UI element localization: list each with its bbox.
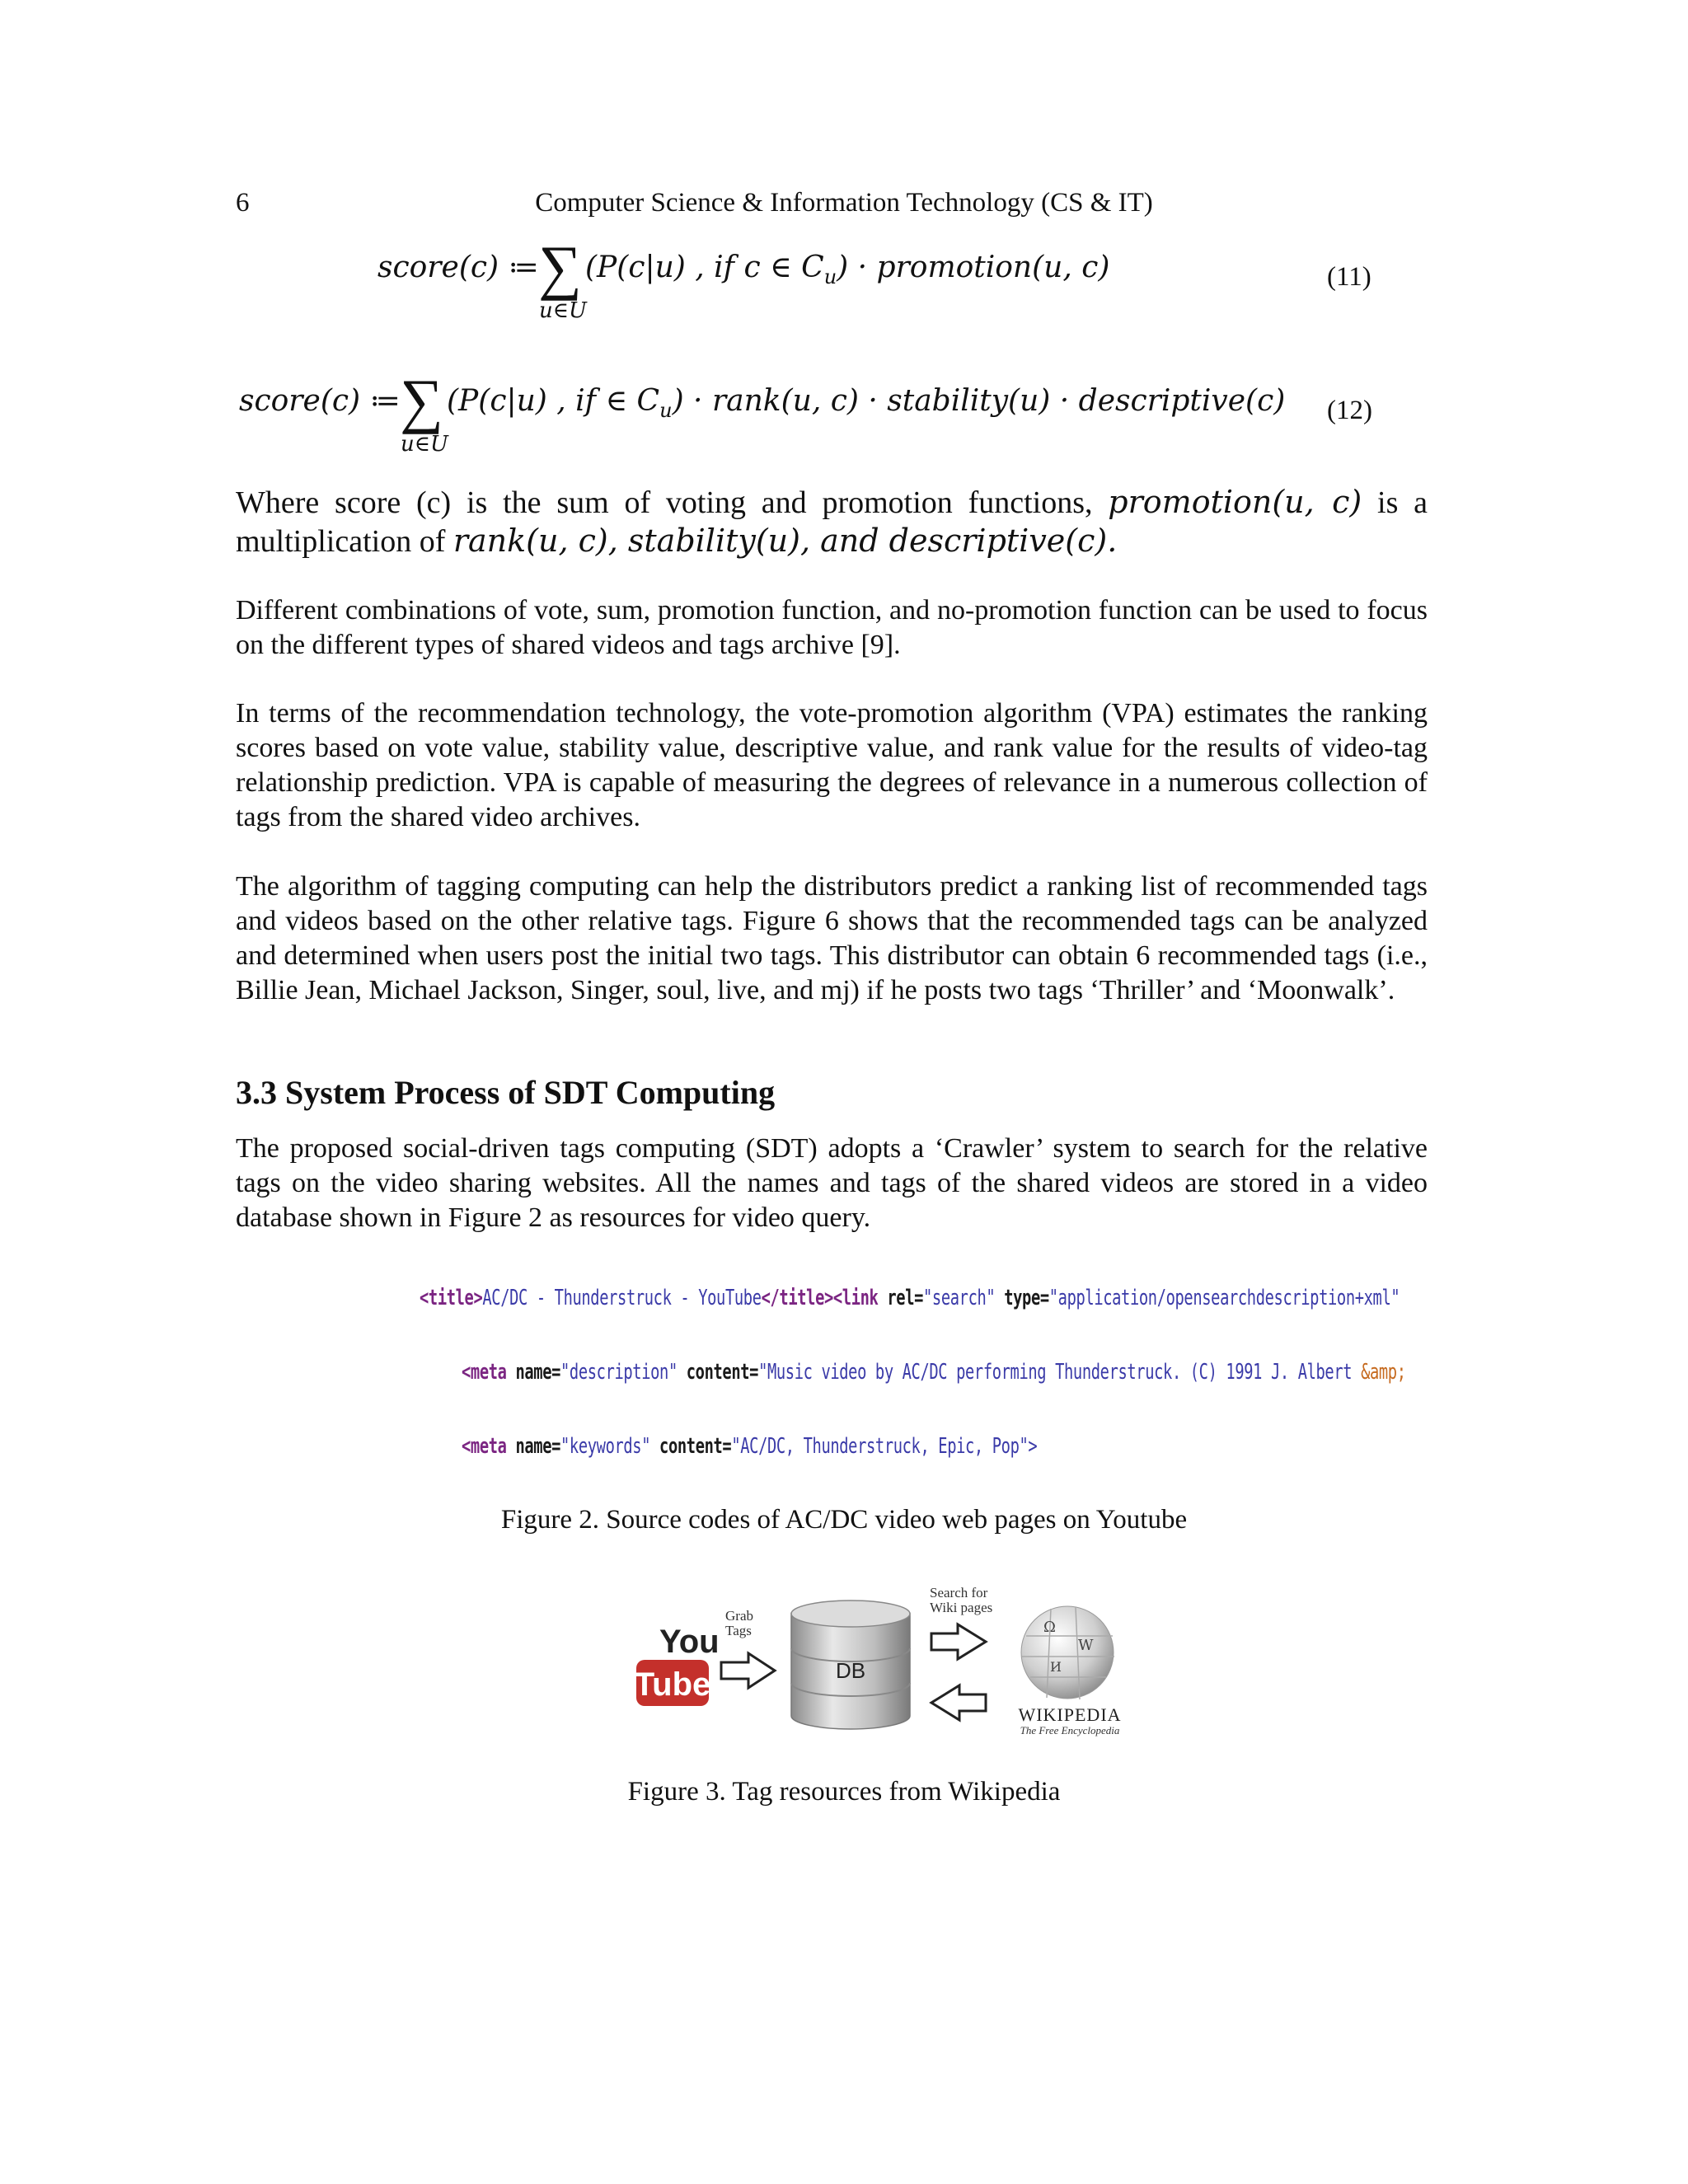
youtube-logo	[635, 1624, 720, 1706]
eq11-sum-symbol: ∑	[538, 234, 582, 302]
p1-math-promotion: promotion(u, c)	[1108, 484, 1362, 520]
paragraph-vpa: In terms of the recommendation technology, the vote-promotion algorithm (VPA) estimates the ranking scores based on vote value, stability value, descriptive value, and rank value for the results of video-tag relationship prediction. VPA is capable of measuring the degrees of relevance in a numerous collection of tags from the shared video archives.	[236, 698, 1428, 832]
code-token: AC/DC - Thunderstruck - YouTube	[482, 1286, 762, 1310]
code-token: "application/opensearchdescription+xml"	[1048, 1286, 1400, 1310]
code-line-2	[462, 1360, 1406, 1385]
eq11-body-tail: ) · promotion(u, c)	[837, 251, 1110, 284]
eq12-body-sub: u	[659, 399, 673, 423]
figure-2-source-code	[408, 1276, 1406, 1474]
code-token: "AC/DC, Thunderstruck, Epic, Pop">	[731, 1434, 1038, 1459]
eq11-body-sub: u	[823, 265, 837, 289]
section-heading: 3.3 System Process of SDT Computing	[236, 1074, 776, 1111]
grab-tags-label-1: Grab	[725, 1608, 753, 1624]
database-icon	[791, 1601, 910, 1729]
code-line-3	[462, 1434, 1037, 1459]
p1-math-terms: rank(u, c), stability(u), and descriptive(c).	[452, 523, 1118, 559]
figure-3-caption: Figure 3. Tag resources from Wikipedia	[627, 1777, 1061, 1807]
code-token: <link	[832, 1286, 879, 1310]
code-token: <meta	[462, 1434, 507, 1459]
arrow-right-icon	[931, 1624, 986, 1659]
code-line-1	[420, 1286, 1400, 1310]
code-token: name=	[506, 1434, 561, 1459]
search-wiki-label-2: Wiki pages	[930, 1600, 993, 1615]
arrow-right-icon	[721, 1653, 775, 1688]
code-token: <title>	[420, 1286, 483, 1310]
paragraph-tagging-algorithm: The algorithm of tagging computing can help the distributors predict a ranking list of recommended tags and videos based on the other relative tags. Figure 6 shows that the recommended tags can be analyzed and determined when users post the initial two tags. This distributor can obtain 6 recommended tags (i.e., Billie Jean, Michael Jackson, Singer, soul, live, and mj) if he posts two tags ‘Thriller’ and ‘Moonwalk’.	[236, 871, 1428, 1005]
equation-12	[239, 368, 1449, 463]
svg-text:И: И	[1050, 1659, 1062, 1675]
p1-text-b: is a multiplication of	[236, 485, 1428, 559]
page-number: 6	[236, 188, 250, 218]
code-token: "search"	[923, 1286, 996, 1310]
code-token: &amp;	[1361, 1360, 1406, 1385]
code-token: "Music video by AC/DC performing Thunderstruck. (C) 1991 J. Albert	[758, 1360, 1362, 1385]
code-token: <meta	[462, 1360, 507, 1385]
eq12-lhs: score(c) ≔	[239, 384, 401, 418]
wikipedia-globe-icon	[1021, 1606, 1114, 1699]
youtube-you-text: You	[659, 1624, 720, 1660]
youtube-tube-text: Tube	[634, 1666, 711, 1703]
paragraph-combinations: Different combinations of vote, sum, promotion function, and no-promotion function can be used to focus on the different types of shared videos and tags archive [9].	[236, 595, 1428, 660]
arrow-left-icon	[931, 1685, 986, 1720]
running-head: Computer Science & Information Technology (CS & IT)	[535, 188, 1153, 218]
grab-tags-label-2: Tags	[725, 1623, 752, 1638]
code-token: "keywords"	[560, 1434, 651, 1459]
paragraph-sdt-crawler: The proposed social-driven tags computing (SDT) adopts a ‘Crawler’ system to search for the relative tags on the video sharing websites. All the names and tags of the shared videos are stored in a video database shown in Figure 2 as resources for video query.	[236, 1133, 1428, 1233]
svg-text:W: W	[1078, 1637, 1094, 1654]
eq11-body: (P(c|u) , if c ∈ C	[585, 251, 824, 284]
wikipedia-tagline: The Free Encyclopedia	[1020, 1724, 1120, 1736]
code-token: rel=	[878, 1286, 924, 1310]
figure-3-diagram	[626, 1566, 1154, 1747]
code-token: "description"	[560, 1360, 678, 1385]
equation-11	[377, 234, 1449, 330]
paragraph-score-definition	[236, 483, 1428, 560]
eq11-sum-subscript: u∈U	[539, 298, 587, 323]
wikipedia-wordmark: WIKIPEDIA	[1018, 1704, 1122, 1725]
p1-text-a: Where score (c) is the sum of voting and promotion functions,	[236, 485, 1109, 520]
eq12-body-tail: ) · rank(u, c) · stability(u) · descriptive(c)	[672, 384, 1286, 418]
code-token: name=	[506, 1360, 561, 1385]
code-token: type=	[995, 1286, 1049, 1310]
code-token: </title>	[761, 1286, 833, 1310]
code-token: content=	[677, 1360, 759, 1385]
eq11-lhs: score(c) ≔	[377, 251, 539, 284]
eq12-sum-symbol: ∑	[400, 368, 443, 435]
eq12-number: (12)	[1327, 396, 1372, 425]
code-token: content=	[650, 1434, 732, 1459]
eq12-sum-subscript: u∈U	[401, 432, 448, 457]
search-wiki-label-1: Search for	[930, 1585, 988, 1601]
svg-text:Ω: Ω	[1043, 1619, 1056, 1636]
eq11-number: (11)	[1327, 262, 1372, 292]
eq12-body: (P(c|u) , if ∈ C	[447, 384, 660, 418]
figure-2-caption: Figure 2. Source codes of AC/DC video web pages on Youtube	[500, 1505, 1188, 1535]
db-label: DB	[835, 1658, 866, 1683]
